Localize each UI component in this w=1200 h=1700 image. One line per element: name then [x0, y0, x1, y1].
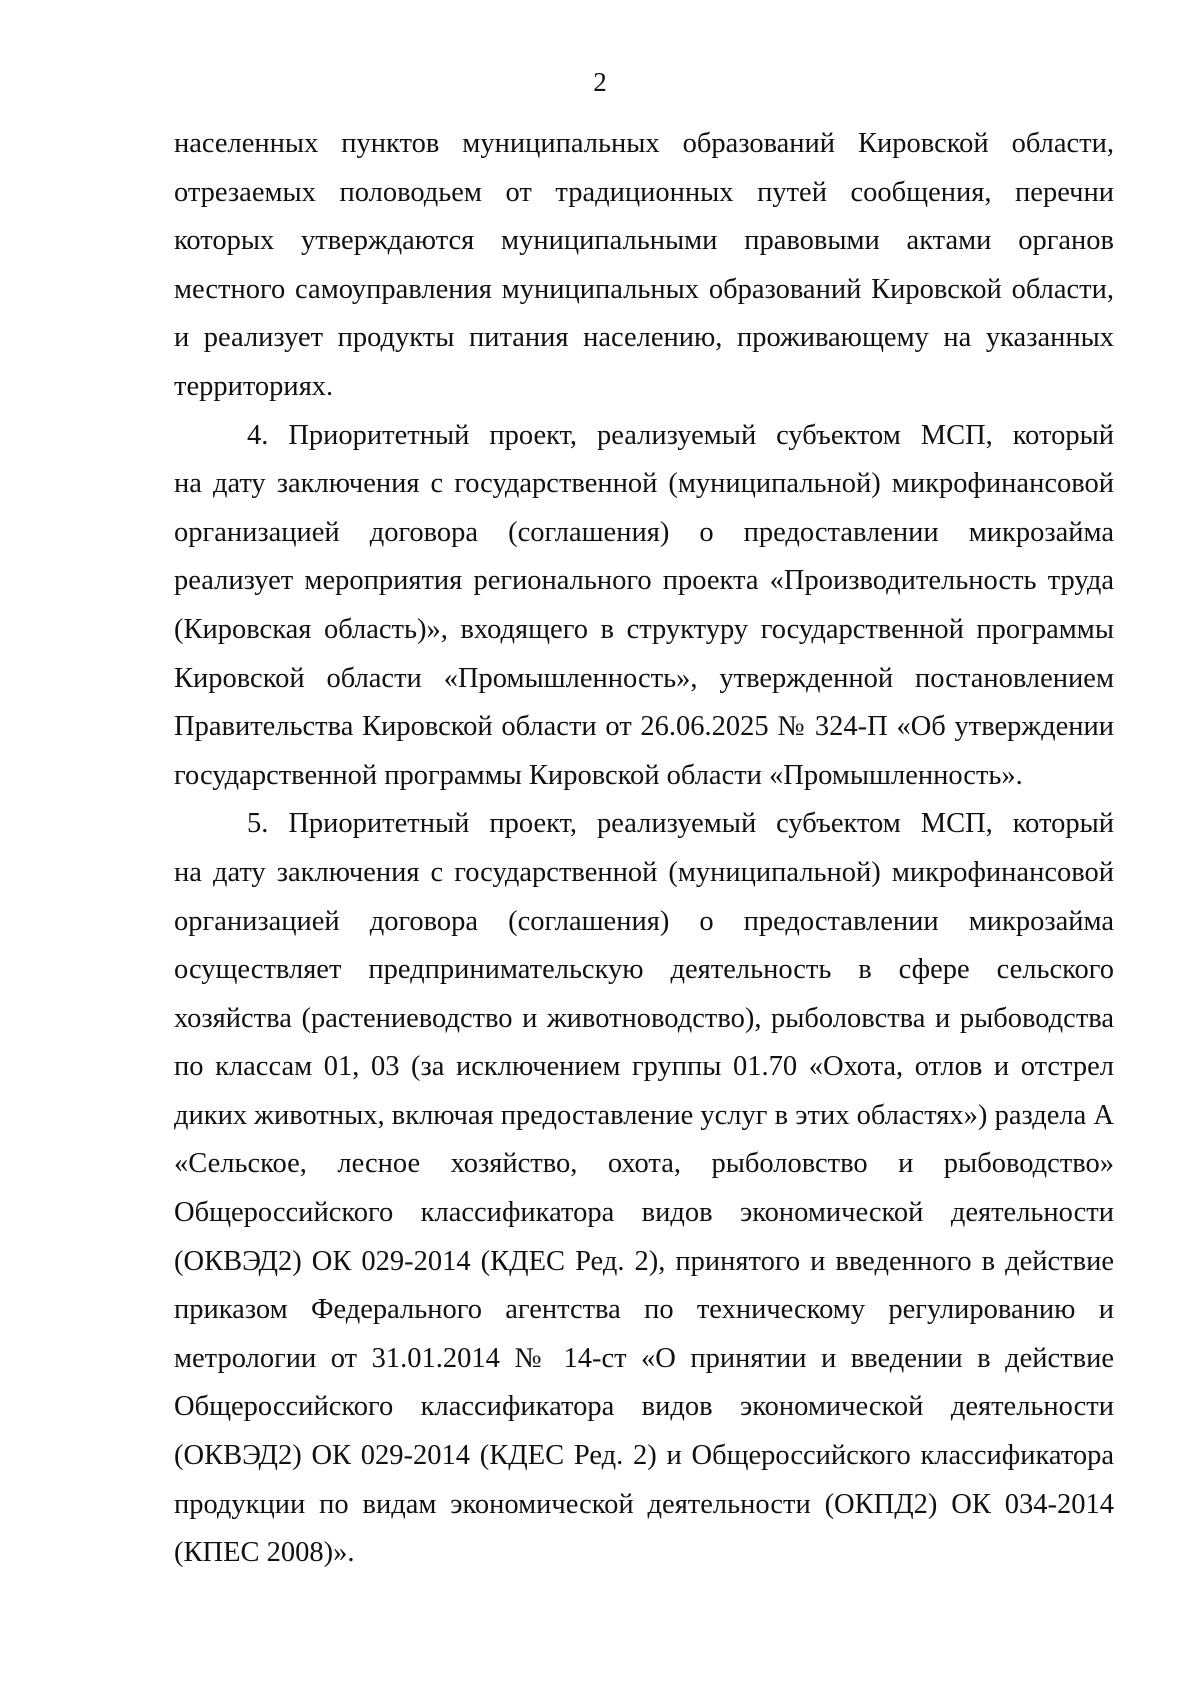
text-line: «Сельское, лесное хозяйство, охота, рыболовство и рыбоводство» — [174, 1148, 1114, 1180]
text-line: (КПЕС 2008)». — [174, 1537, 355, 1569]
text-line: Общероссийского классификатора видов экономической деятельности — [174, 1391, 1114, 1423]
page-number: 2 — [593, 67, 607, 97]
text-line: (ОКВЭД2) ОК 029-2014 (КДЕС Ред. 2) и Общероссийского классификатора — [174, 1440, 1114, 1472]
text-line: (ОКВЭД2) ОК 029-2014 (КДЕС Ред. 2), принятого и введенного в действие — [174, 1245, 1114, 1277]
text-line: по классам 01, 03 (за исключением группы 01.70 «Охота, отлов и отстрел — [174, 1051, 1114, 1083]
text-line: которых утверждаются муниципальными правовыми актами органов — [174, 225, 1114, 257]
text-line: хозяйства (растениеводство и животноводство), рыболовства и рыбоводства — [174, 1002, 1114, 1034]
text-line: и реализует продукты питания населению, проживающему на указанных — [174, 322, 1114, 354]
text-line: организацией договора (соглашения) о предоставлении микрозайма — [174, 905, 1114, 937]
text-line: осуществляет предпринимательскую деятельность в сфере сельского — [174, 954, 1114, 986]
text-line: 4. Приоритетный проект, реализуемый субъектом МСП, который — [247, 419, 1114, 451]
text-line: Кировской области «Промышленность», утвержденной постановлением — [174, 662, 1114, 694]
text-line: реализует мероприятия регионального проекта «Производительность труда — [174, 565, 1114, 597]
text-line: продукции по видам экономической деятельности (ОКПД2) ОК 034-2014 — [174, 1488, 1114, 1520]
text-line: приказом Федерального агентства по техническому регулированию и — [174, 1294, 1114, 1326]
text-line: Правительства Кировской области от 26.06.2025 № 324-П «Об утверждении — [174, 711, 1114, 743]
text-line: отрезаемых половодьем от традиционных путей сообщения, перечни — [174, 176, 1114, 208]
text-line: 5. Приоритетный проект, реализуемый субъектом МСП, который — [247, 808, 1114, 840]
text-line: диких животных, включая предоставление услуг в этих областях») раздела А — [174, 1099, 1114, 1131]
text-line: государственной программы Кировской области «Промышленность». — [174, 759, 1023, 791]
text-line: населенных пунктов муниципальных образований Кировской области, — [174, 128, 1114, 159]
text-line: территориях. — [174, 370, 334, 402]
text-line: (Кировская область)», входящего в структуру государственной программы — [174, 613, 1114, 645]
text-line: метрологии от 31.01.2014 № 14-ст «О принятии и введении в действие — [174, 1342, 1114, 1374]
text-line: на дату заключения с государственной (муниципальной) микрофинансовой — [174, 856, 1114, 888]
text-line: Общероссийского классификатора видов экономической деятельности — [174, 1197, 1114, 1229]
text-line: местного самоуправления муниципальных образований Кировской области, — [174, 273, 1114, 305]
text-line: организацией договора (соглашения) о предоставлении микрозайма — [174, 516, 1114, 548]
text-line: на дату заключения с государственной (муниципальной) микрофинансовой — [174, 468, 1114, 500]
document-body — [174, 120, 1114, 1578]
